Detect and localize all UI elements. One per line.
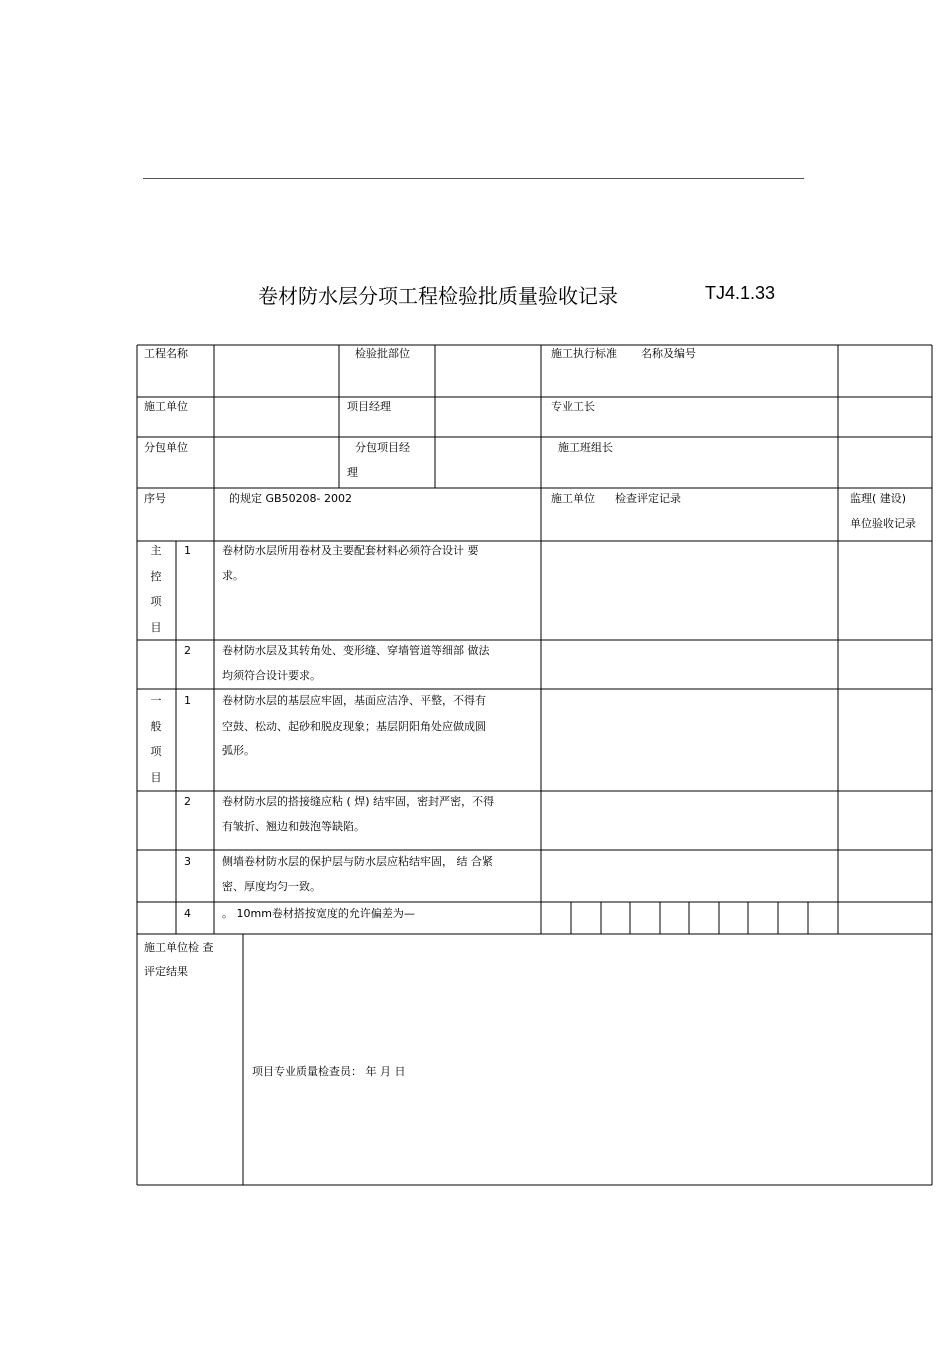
general-item-2-text-cont: 有皱折、翘边和鼓泡等缺陷。 xyxy=(222,820,365,833)
document-title: 卷材防水层分项工程检验批质量验收记录 xyxy=(258,284,618,308)
result-label-cont: 评定结果 xyxy=(144,965,188,978)
label-check-record: 检查评定记录 xyxy=(615,492,681,505)
label-construction-unit: 施工单位 xyxy=(144,400,188,413)
label-sub-manager: 分包项目经 xyxy=(355,441,410,454)
general-item-2-no: 2 xyxy=(184,795,191,808)
general-item-4-no: 4 xyxy=(184,907,191,920)
general-item-1-text-cont2: 弧形。 xyxy=(222,744,255,757)
label-sub-manager-cont: 理 xyxy=(347,466,358,479)
label-seq: 序号 xyxy=(144,492,166,505)
general-item-3-no: 3 xyxy=(184,855,191,868)
result-label: 施工单位检 查 xyxy=(144,941,214,954)
inspector-signature: 项目专业质量检查员： 年 月 日 xyxy=(252,1065,406,1078)
label-project-manager: 项目经理 xyxy=(347,400,391,413)
main-item-1-text-cont: 求。 xyxy=(222,569,244,582)
general-group-label: 一 般 项 目 xyxy=(150,694,162,784)
label-supervision-record: 单位验收记录 xyxy=(850,517,916,530)
label-check-unit: 施工单位 xyxy=(551,492,595,505)
label-team-leader: 施工班组长 xyxy=(558,441,613,454)
label-standard-name: 名称及编号 xyxy=(641,347,696,360)
label-sub-unit: 分包单位 xyxy=(144,441,188,454)
label-batch-part: 检验批部位 xyxy=(355,347,410,360)
main-item-2-text-cont: 均须符合设计要求。 xyxy=(222,669,321,682)
general-item-3-text-cont: 密、厚度均匀一致。 xyxy=(222,880,321,893)
general-item-4-text: 。 10mm卷材搭按宽度的允许偏差为— xyxy=(222,907,415,920)
label-standard: 施工执行标准 xyxy=(551,347,617,360)
general-item-1-no: 1 xyxy=(184,694,191,707)
general-item-1-text-cont: 空鼓、松动、起砂和脱皮现象；基层阴阳角处应做成圆 xyxy=(222,720,486,733)
main-item-1-text: 卷材防水层所用卷材及主要配套材料必须符合设计 要 xyxy=(222,544,479,557)
form-code: TJ4.1.33 xyxy=(705,283,776,303)
label-spec: 的规定 GB50208- 2002 xyxy=(229,492,353,505)
label-supervision: 监理( 建设) xyxy=(850,492,907,505)
label-foreman: 专业工长 xyxy=(551,400,595,413)
general-item-2-text: 卷材防水层的搭接缝应粘 ( 焊) 结牢固，密封严密，不得 xyxy=(222,795,495,808)
general-item-1-text: 卷材防水层的基层应牢固，基面应洁净、平整，不得有 xyxy=(222,694,486,707)
main-item-2-text: 卷材防水层及其转角处、变形缝、穿墙管道等细部 做法 xyxy=(222,644,490,657)
main-group-label: 主 控 项 目 xyxy=(150,544,162,634)
general-item-3-text: 侧墙卷材防水层的保护层与防水层应粘结牢固， 结 合紧 xyxy=(222,855,493,868)
main-item-2-no: 2 xyxy=(184,644,191,657)
label-project-name: 工程名称 xyxy=(144,347,188,360)
main-item-1-no: 1 xyxy=(184,544,191,557)
